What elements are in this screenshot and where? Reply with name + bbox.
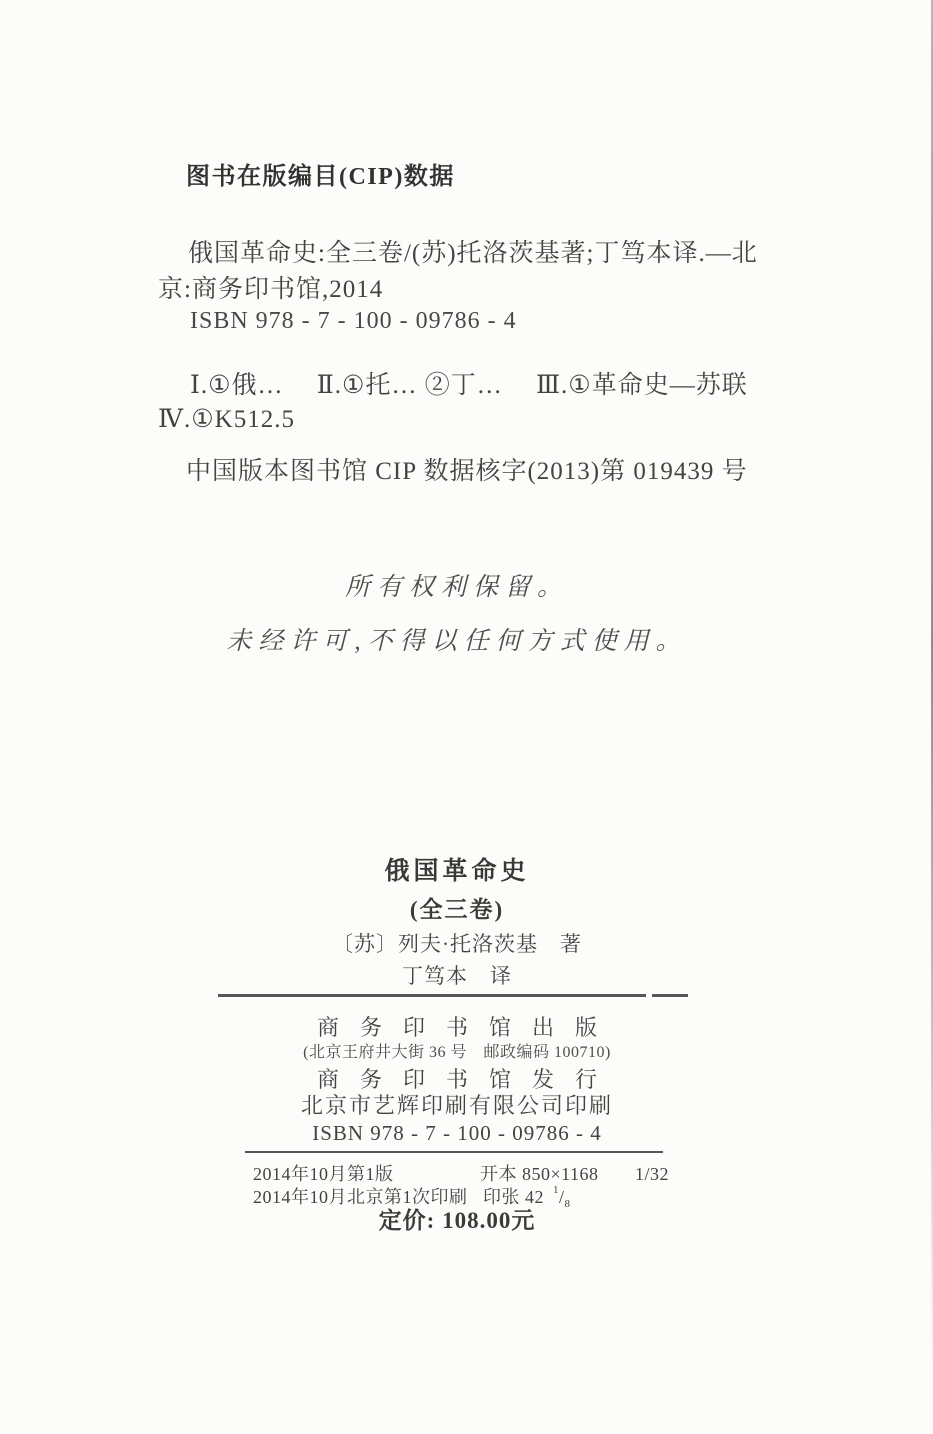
format-text: 开本 850×1168 [480,1164,599,1184]
price-line: 定价: 108.00元 [378,1208,536,1233]
format-fraction: 1/32 [635,1164,670,1184]
printer-line: 北京市艺辉印刷有限公司印刷 [300,1093,613,1118]
printing-line: 2014年10月北京第1次印刷 [253,1187,468,1207]
rights-notice-line2: 未经许可,不得以任何方式使用。 [226,628,688,655]
cip-entry-line1: 俄国革命史:全三卷/(苏)托洛茨基著;丁笃本译.—北 [188,240,758,267]
cip-record-line: 中国版本图书馆 CIP 数据核字(2013)第 019439 号 [186,458,748,485]
cip-isbn-line: ISBN 978 - 7 - 100 - 09786 - 4 [190,308,517,334]
divider-rule-bottom [245,1151,663,1153]
edition-line: 2014年10月第1版 [253,1164,394,1184]
distributor-line: 商务印书馆发行 [316,1067,618,1092]
sheets-text: 印张 42 [483,1187,544,1207]
divider-rule-top-dash [652,994,688,997]
book-subtitle: (全三卷) [409,897,505,922]
imprint-isbn-line: ISBN 978 - 7 - 100 - 09786 - 4 [312,1121,602,1145]
cip-classification-line2: Ⅳ.①K512.5 [158,406,295,433]
book-title: 俄国革命史 [384,858,530,885]
sheets-fraction-denominator: 8 [564,1197,571,1210]
rights-notice-line1: 所有权利保留。 [344,574,569,601]
publisher-address-line: (北京王府井大街 36 号 邮政编码 100710) [303,1044,611,1061]
cip-entry-line2: 京:商务印书馆,2014 [158,276,384,303]
cip-heading: 图书在版编目(CIP)数据 [186,164,455,190]
publisher-line: 商务印书馆出版 [316,1015,618,1040]
sheets-fraction-slash: / [559,1187,565,1207]
divider-rule-top-main [218,994,646,997]
sheets-fraction-numerator: 1 [553,1184,559,1196]
cip-classification-line1: Ⅰ.①俄… Ⅱ.①托… ②丁… Ⅲ.①革命史—苏联 [190,372,748,399]
sheets-fraction [553,1186,571,1209]
author-line: 〔苏〕列夫·托洛茨基 著 [332,932,582,956]
translator-line: 丁笃本 译 [402,964,512,988]
